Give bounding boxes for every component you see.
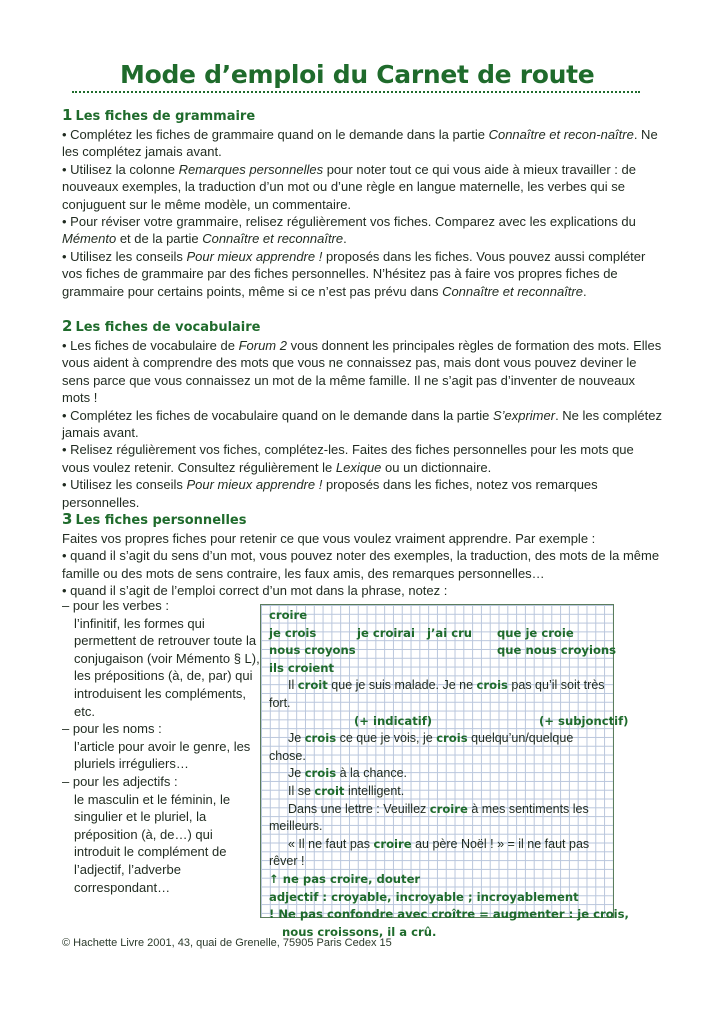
- warning-note-continued: nous croissons, il a crû.: [282, 924, 437, 939]
- list-item: – pour les verbes : l’infinitif, les formes qui permettent de retrouver toute la conjugaison (voir Mémento § L), les prépositions (à, de, par) qui introduisent les compléments, etc.: [62, 598, 260, 719]
- highlighted-verb: crois: [304, 731, 337, 746]
- highlighted-verb: crois: [436, 731, 468, 746]
- italic-reference: Connaître et reconnaître: [442, 283, 583, 299]
- section-vocabulary: [62, 318, 662, 511]
- opposite-note: ↑ ne pas croire, douter: [269, 871, 421, 886]
- highlighted-verb: croire: [429, 801, 468, 816]
- italic-reference: Lexique: [335, 459, 382, 475]
- list-item: – pour les adjectifs : le masculin et le féminin, le singulier et le pluriel, la préposition (à, de…) qui introduit le complément de l’adjectif, l’adverbe correspondant…: [62, 773, 231, 895]
- grid-paper-example-card: [260, 604, 629, 939]
- conjugation-row: je crois je croirai j’ai cru que je croie: [269, 625, 574, 640]
- highlighted-verb: croire: [373, 836, 412, 851]
- example-sentence: Il croit que je suis malade. Je ne crois pas qu’il soit très fort.: [269, 678, 605, 710]
- paragraph: • Pour réviser votre grammaire, relisez régulièrement vos fiches. Comparez avec les explications du Mémento et de la partie Connaître et reconnaître.: [62, 214, 636, 247]
- copyright-footer: © Hachette Livre 2001, 43, quai de Grenelle, 75905 Paris Cedex 15: [62, 937, 392, 949]
- italic-reference: Mémento: [62, 231, 117, 247]
- warning-note: ! Ne pas confondre avec croître = augmenter : je crois,: [269, 907, 629, 922]
- example-sentence: Je crois à la chance.: [288, 766, 408, 781]
- highlighted-verb: croit: [314, 783, 345, 798]
- conjugation-form: ils croient: [269, 660, 335, 675]
- title-dotted-rule: [72, 91, 640, 93]
- section-personal: [62, 511, 662, 600]
- conjugation-row: nous croyons que nous croyions: [269, 643, 617, 658]
- highlighted-verb: croit: [297, 678, 328, 693]
- notes-list: [62, 597, 262, 896]
- italic-reference: Connaître et reconnaître: [202, 231, 344, 247]
- italic-reference: Remarques personnelles: [178, 161, 324, 177]
- highlighted-verb: crois: [304, 766, 337, 781]
- headword: croire: [269, 608, 308, 622]
- paragraph: • quand il s’agit de l’emploi correct d’un mot dans la phrase, notez :: [62, 583, 448, 599]
- paragraph: • Utilisez les conseils Pour mieux apprendre ! proposés dans les fiches, notez vos remarques personnelles.: [62, 477, 598, 510]
- paragraph: • Complétez les fiches de grammaire quand on le demande dans la partie Connaître et recon-naître. Ne les complétez jamais avant.: [62, 127, 658, 160]
- example-sentence: Je crois ce que je vois, je crois quelqu’un/quelque chose.: [269, 731, 574, 763]
- section-grammar: [62, 107, 662, 300]
- highlighted-verb: crois: [476, 678, 508, 693]
- example-sentence: Dans une lettre : Veuillez croire à mes sentiments les meilleurs.: [269, 801, 589, 834]
- paragraph: • Les fiches de vocabulaire de Forum 2 vous donnent les principales règles de formation des mots. Elles vous aident à comprendre des mots que vous ne connaissez pas, mais dont vous pouvez deviner le sens parce que vous connaissez un mot de la même famille. Il ne s’agit pas d’inventer de nouveaux mots !: [62, 338, 662, 406]
- mood-row: (+ indicatif) (+ subjonctif): [354, 713, 629, 728]
- italic-reference: Forum 2: [238, 338, 287, 353]
- paragraph: • quand il s’agit du sens d’un mot, vous pouvez noter des exemples, la traduction, des mots de la même famille ou des mots de sens contraire, les faux amis, des remarques personnelles…: [62, 548, 660, 581]
- section-heading: 2 Les fiches de vocabulaire: [62, 317, 261, 335]
- italic-reference: Connaître et recon-naître: [488, 127, 634, 142]
- adjective-note: adjectif : croyable, incroyable ; incroyablement: [269, 889, 579, 904]
- paragraph: • Utilisez les conseils Pour mieux apprendre ! proposés dans les fiches. Vous pouvez aussi compléter vos fiches de grammaire par des fiches personnelles. N’hésitez pas à faire vos propres fiches de grammaire pour certains points, même si ce n’est pas prévu dans Connaître et reconnaître.: [62, 248, 646, 299]
- paragraph: • Utilisez la colonne Remarques personnelles pour noter tout ce qui vous aide à mieux travailler : de nouveaux exemples, la traduction d’un mot ou d’une règle en langue maternelle, les verbes qui se conjuguent sur le même modèle, un commentaire.: [62, 161, 636, 212]
- list-item: – pour les noms : l’article pour avoir le genre, les pluriels irréguliers…: [62, 721, 251, 772]
- italic-reference: Pour mieux apprendre !: [186, 248, 323, 264]
- example-sentence: Il se croit intelligent.: [288, 783, 405, 798]
- example-sentence: « Il ne faut pas croire au père Noël ! » = il ne faut pas rêver !: [269, 836, 590, 869]
- paragraph: Faites vos propres fiches pour retenir ce que vous voulez vraiment apprendre. Par exemple :: [62, 531, 596, 546]
- paragraph: • Complétez les fiches de vocabulaire quand on le demande dans la partie S’exprimer. Ne les complétez jamais avant.: [62, 407, 662, 441]
- page-title: Mode d’emploi du Carnet de route: [120, 60, 595, 89]
- italic-reference: S’exprimer: [492, 407, 556, 423]
- section-heading: 3 Les fiches personnelles: [62, 510, 247, 528]
- italic-reference: Pour mieux apprendre !: [186, 477, 323, 493]
- section-heading: 1 Les fiches de grammaire: [62, 106, 256, 124]
- paragraph: • Relisez régulièrement vos fiches, complétez-les. Faites des fiches personnelles pour les mots que vous voulez retenir. Consultez régulièrement le Lexique ou un dictionnaire.: [62, 442, 634, 475]
